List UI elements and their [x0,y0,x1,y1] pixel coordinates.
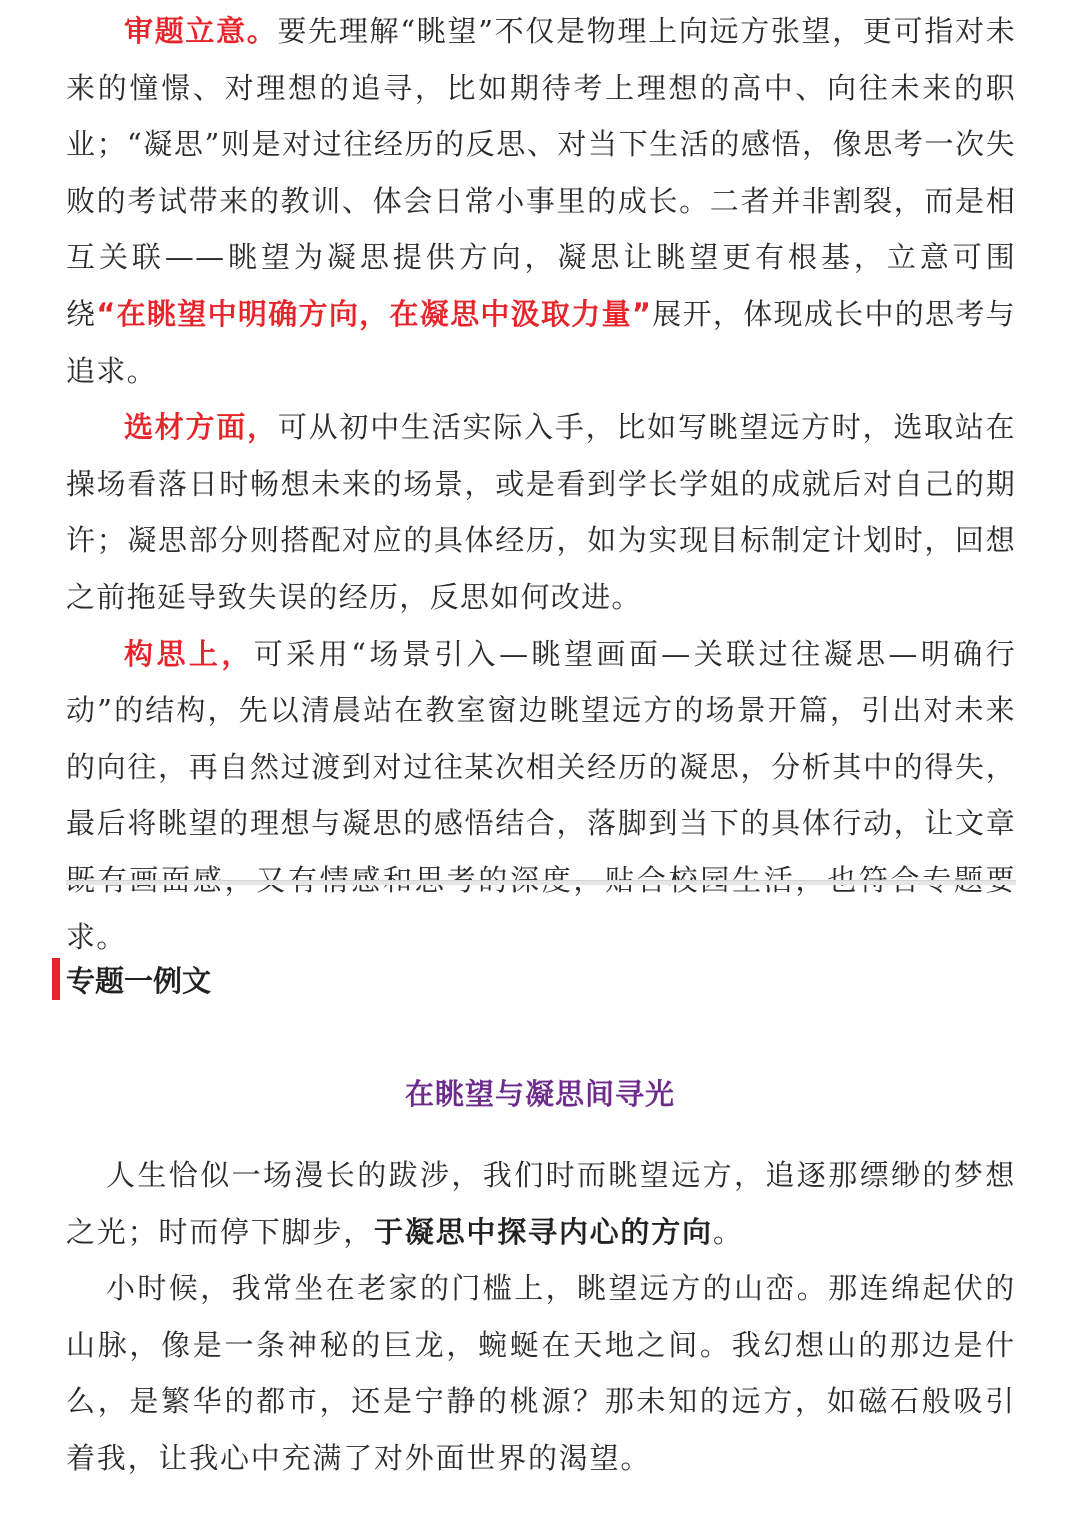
section-heading [52,958,211,1000]
analysis-paragraph-material [66,399,1016,625]
analysis-section [66,3,1016,965]
theme-text: 要先理解“眺望”不仅是物理上向远方张望，更可指对未来的憧憬、对理想的追寻，比如期待考上理想的高中、向往未来的职业；“凝思”则是对过往经历的反思、对当下生活的感悟，像思考一次失败的考试带来的教训、体会日常小事里的成长。二者并非割裂，而是相互关联——眺望为凝思提供方向，凝思让眺望更有根基，立意可围绕 [66,14,1016,331]
label-material: 选材方面， [124,410,278,445]
theme-highlight: “在眺望中明确方向，在凝思中汲取力量” [96,296,653,331]
essay-paragraph-1 [66,1147,1016,1260]
essay-p2-text: 小时候，我常坐在老家的门槛上，眺望远方的山峦。那连绵起伏的山脉，像是一条神秘的巨龙，蜿蜒在天地之间。我幻想山的那边是什么，是繁华的都市，还是宁静的桃源？那未知的远方，如磁石般吸引着我，让我心中充满了对外面世界的渴望。 [66,1271,1016,1475]
material-text: 可从初中生活实际入手，比如写眺望远方时，选取站在操场看落日时畅想未来的场景，或是看到学长学姐的成就后对自己的期许；凝思部分则搭配对应的具体经历，如为实现目标制定计划时，回想之前拖延导致失误的经历，反思如何改进。 [66,410,1016,614]
heading-accent-bar [52,958,60,1000]
section-heading-text: 专题一例文 [66,963,212,998]
essay-p1-bold: 于凝思中探寻内心的方向 [374,1214,713,1249]
analysis-paragraph-theme [66,3,1016,399]
essay-title: 在眺望与凝思间寻光 [404,1077,675,1111]
theme-text-end: 展开，体现成长中的思考与追求。 [66,296,1016,388]
label-structure: 构思上， [124,636,254,671]
analysis-paragraph-structure [66,626,1016,966]
essay-p1-end: 。 [712,1214,744,1249]
essay-p1-text: 人生恰似一场漫长的跋涉，我们时而眺望远方，追逐那缥缈的梦想之光；时而停下脚步， [66,1158,1016,1249]
essay-paragraph-2 [66,1260,1016,1486]
structure-text: 可采用“场景引入—眺望画面—关联过往凝思—明确行动”的结构，先以清晨站在教室窗边眺望远方的场景开篇，引出对未来的向往，再自然过渡到对过往某次相关经历的凝思，分析其中的得失，最后将眺望的理想与凝思的感悟结合，落脚到当下的具体行动，让文章 求。 [66,636,1016,954]
label-theme: 审题立意。 [124,14,278,48]
essay-body [66,1147,1016,1487]
section-divider [66,880,1016,885]
